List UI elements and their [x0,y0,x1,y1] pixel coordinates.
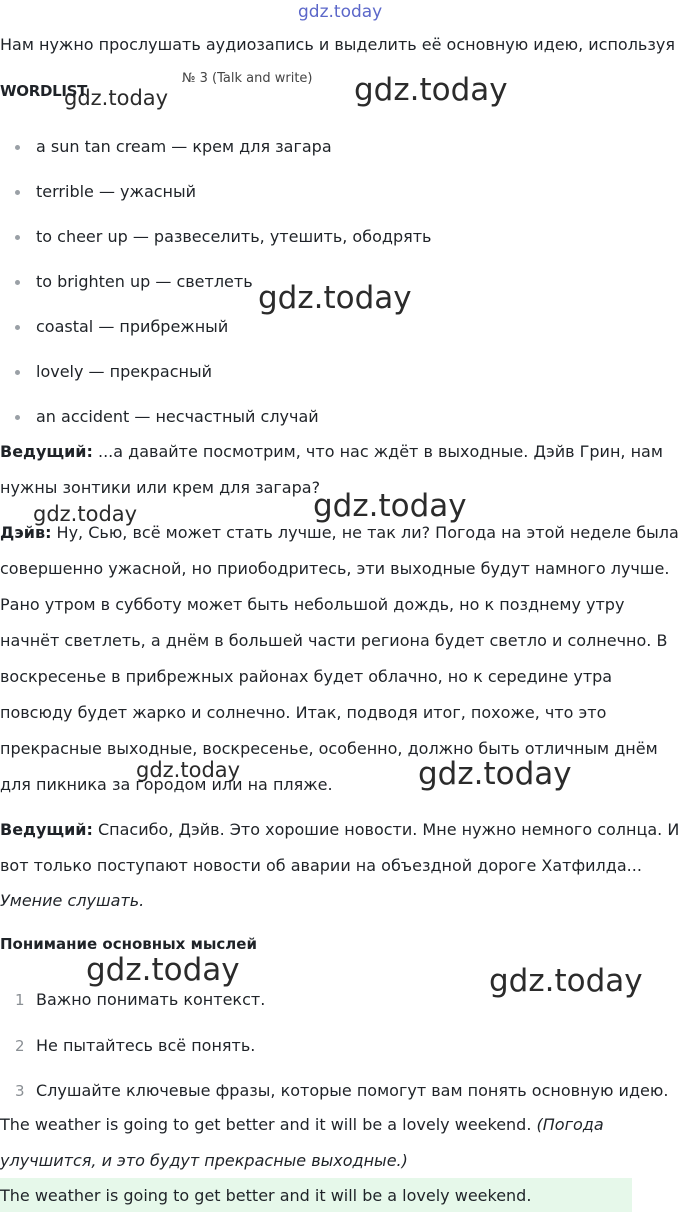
item-number: 2 [15,1037,25,1055]
speaker-label: Ведущий: [0,820,93,839]
result-translation-cont: улучшится, и это будут прекрасные выходные.) [0,1151,408,1170]
dialogue-line: начнёт светлеть, а днём в большей части региона будет светло и солнечно. В [0,631,668,650]
watermark: gdz.today [354,72,508,108]
result-line [0,1114,604,1136]
bullet-icon [15,235,20,240]
watermark: gdz.today [313,488,467,524]
dialogue-line [0,522,679,544]
intro-text: Нам нужно прослушать аудиозапись и выделить её основную идею, используя [0,35,675,54]
dialogue-line: Рано утром в субботу может быть небольшой дождь, но к позднему утру [0,595,625,614]
result-translation: (Погода [536,1115,604,1134]
watermark: gdz.today [258,280,412,316]
wordlist-heading: WORDLIST [0,82,88,100]
dialogue-line: вот только поступают новости об аварии на объездной дороге Хатфилда... [0,856,642,875]
dialogue-text: Спасибо, Дэйв. Это хорошие новости. Мне нужно немного солнца. И [92,820,680,839]
speaker-label: Дэйв: [0,523,52,542]
dialogue-line: воскресенье в прибрежных районах будет облачно, но к середине утра [0,667,613,686]
speaker-label: Ведущий: [0,442,93,461]
bullet-icon [15,325,20,330]
bullet-icon [15,370,20,375]
watermark: gdz.today [418,756,572,792]
item-text: Важно понимать контекст. [36,990,266,1009]
dialogue-line: нужны зонтики или крем для загара? [0,478,321,497]
item-number: 3 [15,1082,25,1100]
dialogue-text: ...а давайте посмотрим, что нас ждёт в выходные. Дэйв Грин, нам [92,442,663,461]
clipped-heading: № 3 (Talk and write) [182,71,313,86]
wordlist-item-text: coastal — прибрежный [36,317,229,336]
wordlist-item-text: to cheer up — развеселить, утешить, ободрять [36,227,432,246]
dialogue-line: для пикника за городом или на пляже. [0,775,333,794]
wordlist-item-text: lovely — прекрасный [36,362,213,381]
bullet-icon [15,190,20,195]
bullet-icon [15,280,20,285]
skill-label: Умение слушать. [0,891,145,910]
dialogue-line: прекрасные выходные, воскресенье, особенно, должно быть отличным днём [0,739,658,758]
wordlist-item-text: to brighten up — светлеть [36,272,253,291]
dialogue-line [0,819,679,841]
bullet-icon [15,145,20,150]
dialogue-line: совершенно ужасной, но приободритесь, эти выходные будут намного лучше. [0,559,670,578]
watermark: gdz.today [86,952,240,988]
answer-text: The weather is going to get better and it will be a lovely weekend. [0,1186,532,1205]
watermark: gdz.today [33,502,138,526]
watermark: gdz.today [489,963,643,999]
watermark: gdz.today [136,758,241,782]
dialogue-line [0,441,663,463]
item-number: 1 [15,991,25,1009]
dialogue-text: Ну, Сью, всё может стать лучше, не так ли? Погода на этой неделе была [51,523,679,542]
bullet-icon [15,415,20,420]
result-sentence: The weather is going to get better and it will be a lovely weekend. [0,1115,532,1134]
answer-highlight [0,1178,632,1212]
section-heading: Понимание основных мыслей [0,935,257,953]
item-text: Слушайте ключевые фразы, которые помогут вам понять основную идею. [36,1081,669,1100]
wordlist-item-text: terrible — ужасный [36,182,197,201]
dialogue-line: повсюду будет жарко и солнечно. Итак, подводя итог, похоже, что это [0,703,607,722]
watermark-top: gdz.today [298,2,383,22]
wordlist-item-text: a sun tan cream — крем для загара [36,137,332,156]
item-text: Не пытайтесь всё понять. [36,1036,256,1055]
watermark: gdz.today [64,86,169,110]
wordlist-item-text: an accident — несчастный случай [36,407,319,426]
